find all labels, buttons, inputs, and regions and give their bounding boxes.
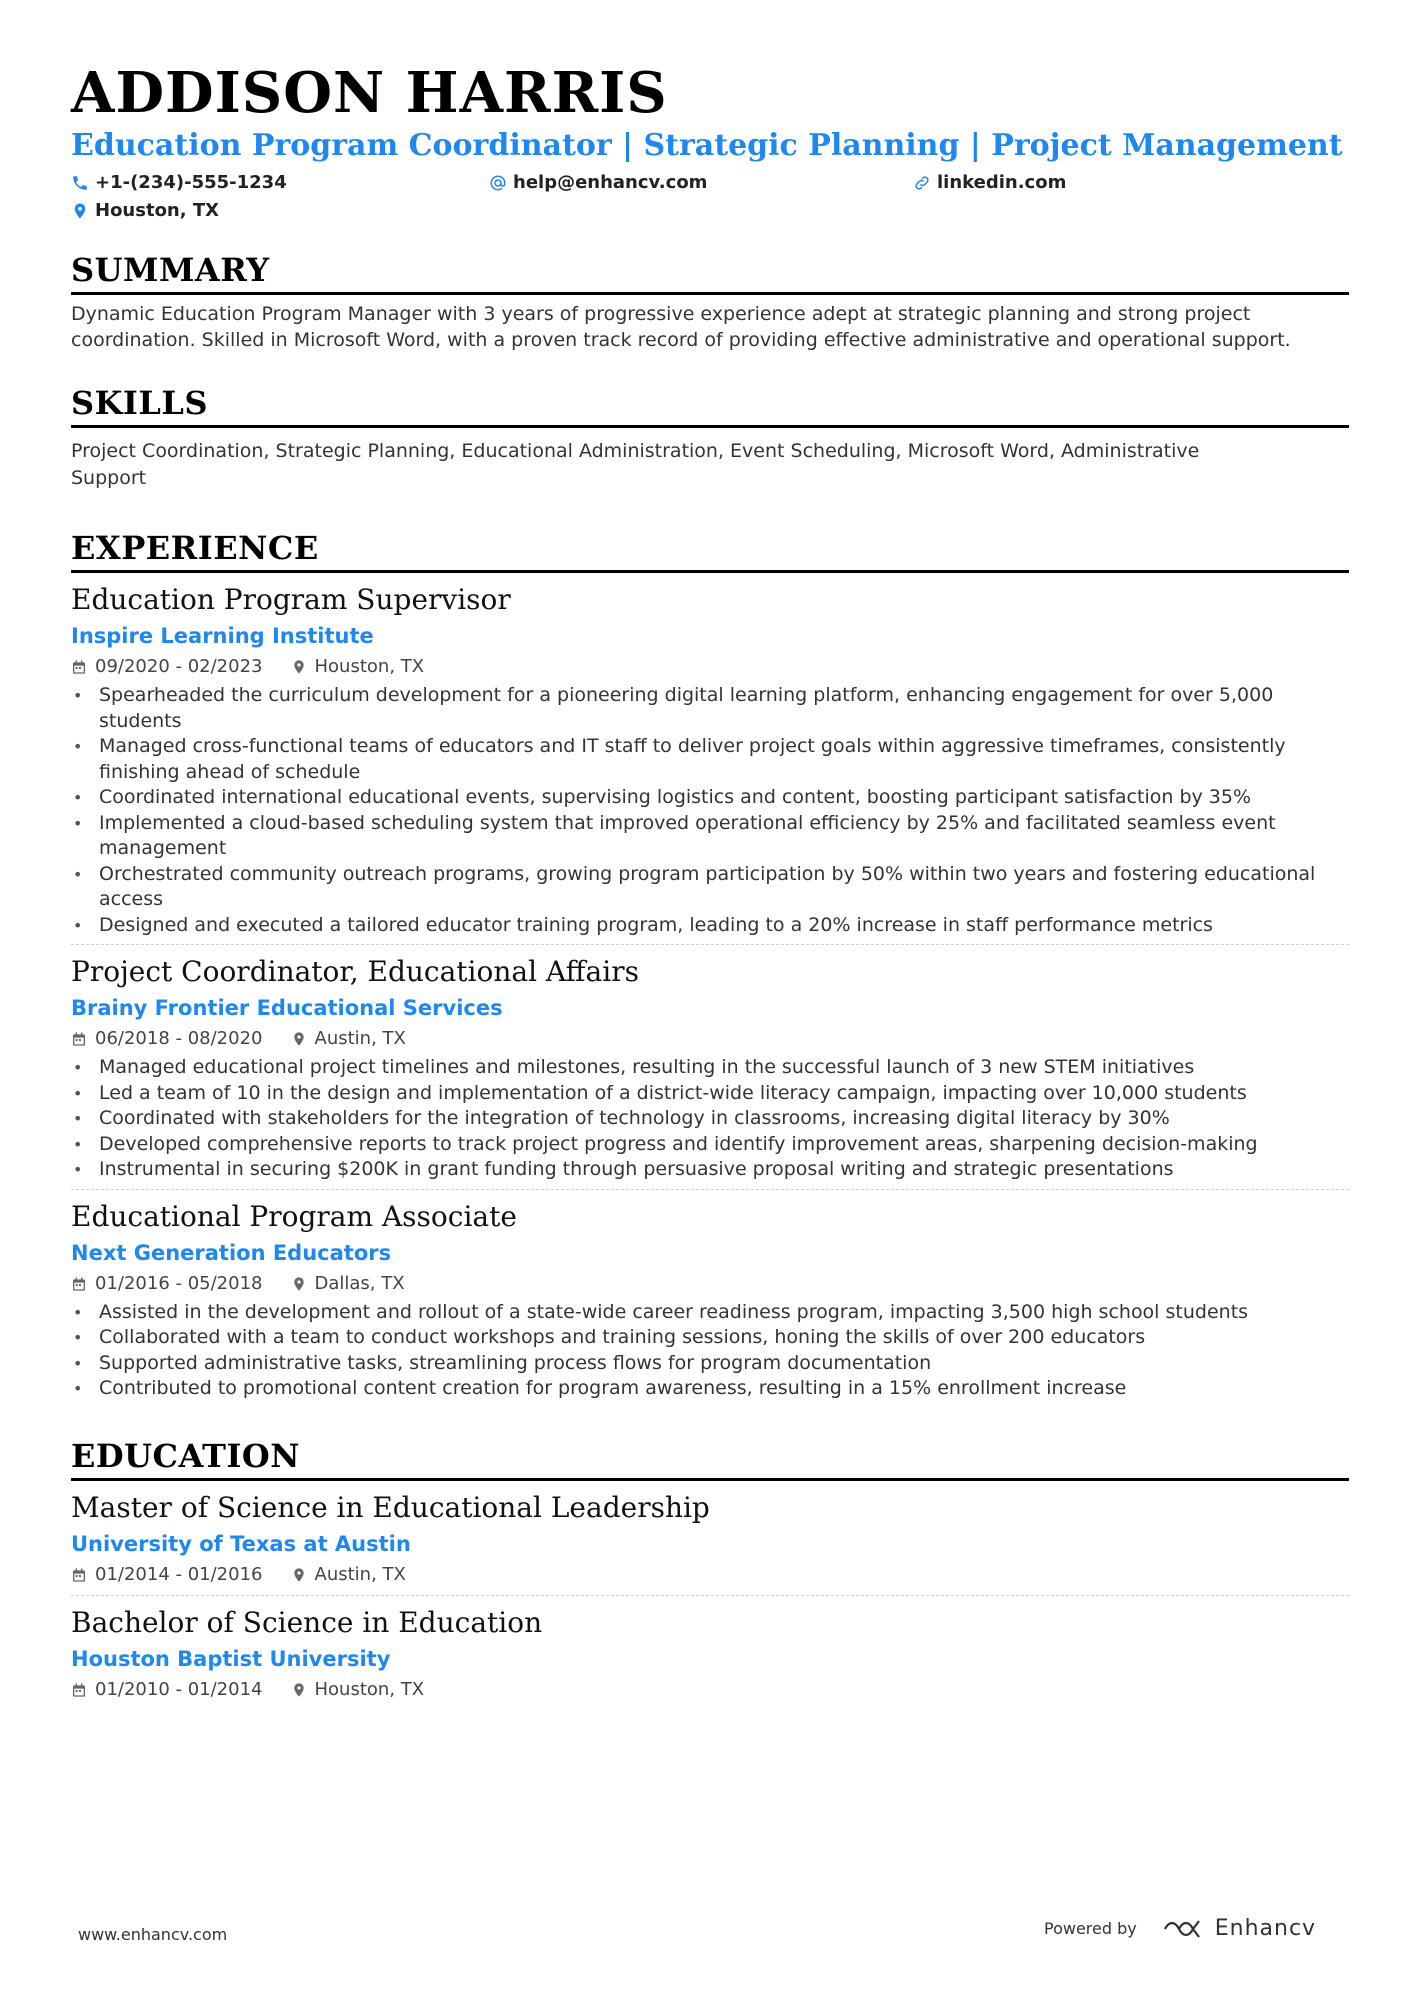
job-bullets — [71, 683, 1349, 938]
job-location — [291, 1025, 406, 1053]
job-location — [291, 1270, 405, 1298]
skills-text: Project Coordination, Strategic Planning, Educational Administration, Event Scheduling, Microsoft Word, Administrative Support — [71, 440, 1200, 489]
job-meta — [71, 653, 1349, 681]
candidate-name: ADDISON HARRIS — [71, 60, 668, 126]
bullet-item: • Collaborated with a team to conduct workshops and training sessions, honing the skills of over 200 educators — [71, 1325, 1349, 1351]
education-entry — [71, 1489, 1349, 1596]
contact-email[interactable] — [489, 170, 707, 196]
summary-heading: SUMMARY — [71, 250, 1349, 295]
job-entry — [71, 1198, 1349, 1402]
degree-title: Bachelor of Science in Education — [71, 1605, 543, 1639]
bullet-item: • Developed comprehensive reports to track project progress and identify improvement areas, sharpening decision-making — [71, 1132, 1349, 1158]
bullet-item: • Orchestrated community outreach programs, growing program participation by 50% within two years and fostering educational access — [71, 862, 1349, 913]
school-name: Houston Baptist University — [71, 1646, 391, 1671]
job-bullets — [71, 1055, 1349, 1183]
company-name: Next Generation Educators — [71, 1240, 392, 1265]
location-pin-icon — [291, 1031, 307, 1047]
skills-section — [71, 383, 1349, 492]
job-location-text: Austin, TX — [314, 1028, 406, 1049]
location-pin-icon — [291, 659, 307, 675]
job-entry — [71, 953, 1349, 1190]
education-meta — [71, 1676, 1349, 1704]
location-pin-icon — [71, 202, 89, 220]
bullet-item: • Spearheaded the curriculum development for a pioneering digital learning platform, enhancing engagement for over 5,000 students — [71, 683, 1349, 734]
school-name: University of Texas at Austin — [71, 1531, 411, 1556]
linkedin-text: linkedin.com — [937, 172, 1067, 193]
bullet-item: • Implemented a cloud-based scheduling system that improved operational efficiency by 25% and facilitated seamless event management — [71, 811, 1349, 862]
education-location — [291, 1676, 425, 1704]
powered-by-text: Powered by — [1044, 1919, 1137, 1938]
bullet-item: • Contributed to promotional content creation for program awareness, resulting in a 15% enrollment increase — [71, 1376, 1349, 1402]
education-location — [291, 1561, 406, 1589]
job-entry — [71, 581, 1349, 945]
education-location-text: Austin, TX — [314, 1563, 406, 1585]
phone-icon — [71, 174, 89, 192]
contact-linkedin[interactable] — [913, 170, 1066, 196]
location-pin-icon — [291, 1276, 307, 1292]
education-heading: EDUCATION — [71, 1436, 1349, 1481]
job-bullets — [71, 1300, 1349, 1402]
at-icon — [489, 174, 507, 192]
job-dates: 06/2018 - 08/2020 — [95, 1028, 263, 1049]
education-section — [71, 1436, 1349, 1704]
degree-title: Master of Science in Educational Leadership — [71, 1490, 710, 1524]
education-dates: 01/2014 - 01/2016 — [95, 1563, 263, 1585]
company-name: Inspire Learning Institute — [71, 624, 374, 648]
calendar-icon — [71, 1682, 87, 1698]
divider — [71, 1595, 1349, 1596]
education-dates: 01/2010 - 01/2014 — [95, 1678, 263, 1700]
calendar-icon — [71, 1031, 87, 1047]
contact-location — [71, 198, 219, 224]
link-icon — [913, 174, 931, 192]
divider — [71, 944, 1349, 945]
education-meta — [71, 1561, 1349, 1589]
location-pin-icon — [291, 1682, 307, 1698]
resume-page — [71, 60, 1349, 1704]
bullet-item: • Designed and executed a tailored educator training program, leading to a 20% increase in staff performance metrics — [71, 913, 1349, 939]
job-title: Education Program Supervisor — [71, 583, 511, 616]
bullet-item: • Led a team of 10 in the design and implementation of a district-wide literacy campaign, impacting over 10,000 students — [71, 1081, 1349, 1107]
job-location-text: Houston, TX — [314, 656, 425, 677]
experience-section — [71, 528, 1349, 1402]
bullet-item: • Coordinated international educational events, supervising logistics and content, boosting participant satisfaction by 35% — [71, 785, 1349, 811]
education-location-text: Houston, TX — [314, 1678, 425, 1700]
job-title: Project Coordinator, Educational Affairs — [71, 955, 639, 988]
education-entry — [71, 1604, 1349, 1704]
contact-info — [71, 170, 1349, 226]
experience-heading: EXPERIENCE — [71, 528, 1349, 573]
bullet-item: • Instrumental in securing $200K in grant funding through persuasive proposal writing and strategic presentations — [71, 1157, 1349, 1183]
job-location — [291, 653, 425, 681]
job-dates: 09/2020 - 02/2023 — [95, 656, 263, 677]
email-text: help@enhancv.com — [513, 172, 708, 193]
location-pin-icon — [291, 1567, 307, 1583]
skills-heading: SKILLS — [71, 383, 1349, 428]
candidate-title: Education Program Coordinator | Strategic Planning | Project Management — [71, 128, 1343, 163]
brand-name: Enhancv — [1214, 1916, 1317, 1941]
bullet-item: • Managed cross-functional teams of educators and IT staff to deliver project goals within aggressive timeframes, consistently finishing ahead of schedule — [71, 734, 1349, 785]
location-text: Houston, TX — [95, 200, 220, 221]
bullet-item: • Managed educational project timelines and milestones, resulting in the successful launch of 3 new STEM initiatives — [71, 1055, 1349, 1081]
bullet-item: • Coordinated with stakeholders for the integration of technology in classrooms, increasing digital literacy by 30% — [71, 1106, 1349, 1132]
job-dates: 01/2016 - 05/2018 — [95, 1272, 263, 1294]
footer-website[interactable]: www.enhancv.com — [78, 1925, 228, 1944]
enhancv-logo-icon — [1163, 1918, 1207, 1940]
calendar-icon — [71, 659, 87, 675]
bullet-item: • Assisted in the development and rollout of a state-wide career readiness program, impacting 3,500 high school students — [71, 1300, 1349, 1326]
footer-branding — [1044, 1916, 1316, 1941]
calendar-icon — [71, 1567, 87, 1583]
divider — [71, 1189, 1349, 1190]
contact-phone[interactable] — [71, 170, 287, 196]
bullet-item: • Supported administrative tasks, streamlining process flows for program documentation — [71, 1351, 1349, 1377]
job-location-text: Dallas, TX — [314, 1272, 405, 1294]
summary-section — [71, 250, 1349, 353]
company-name: Brainy Frontier Educational Services — [71, 996, 503, 1020]
phone-text: +1-(234)-555-1234 — [95, 172, 287, 193]
summary-text: Dynamic Education Program Manager with 3 years of progressive experience adept at strategic planning and strong project coordination. Skilled in Microsoft Word, with a proven track record of providing effective administrative and operational support. — [71, 303, 1291, 351]
calendar-icon — [71, 1276, 87, 1292]
job-title: Educational Program Associate — [71, 1199, 517, 1233]
job-meta — [71, 1025, 1349, 1053]
job-meta — [71, 1270, 1349, 1298]
